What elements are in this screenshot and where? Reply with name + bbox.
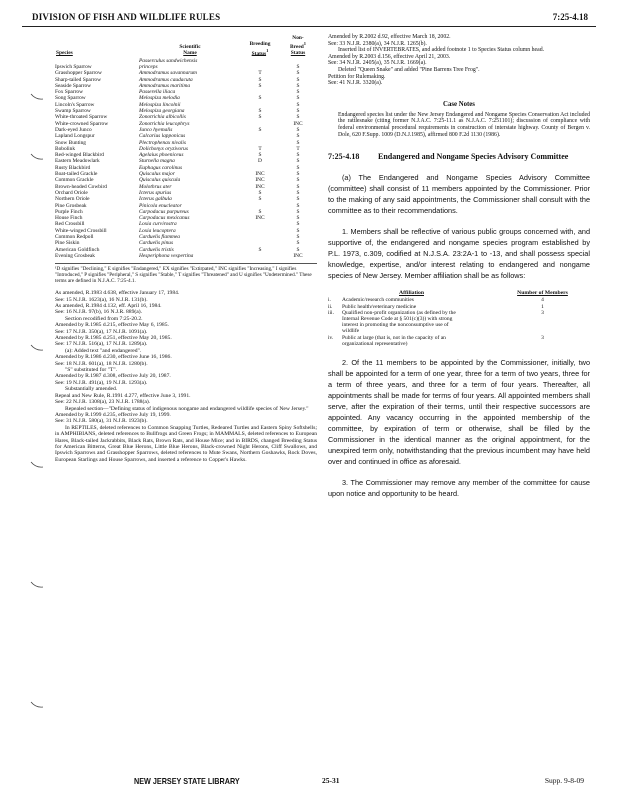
history-note: Deleted "Queen Snake" and added "Pine Barrens Tree Frog". — [338, 66, 480, 73]
history-note: Repeal and New Rule, R.1991 d.277, effective June 3, 1991. — [55, 392, 191, 399]
margin-mark — [30, 580, 44, 590]
right-column — [328, 34, 590, 499]
scientific-name: Passerella iliaca — [139, 89, 176, 96]
breeding-status: S — [258, 208, 262, 215]
history-note: Amended by R.1986 d.230, effective June 16, 1986. — [55, 354, 172, 361]
species-name: Sharp-tailed Sparrow — [55, 76, 101, 83]
history-note: See: 33 N.J.R. 2380(a), 34 N.J.R. 1265(b). — [328, 40, 427, 47]
nonbreeding-status: S — [296, 246, 300, 253]
scientific-name: princeps — [139, 63, 158, 70]
affiliation-text: Public health/veterinary medicine — [342, 303, 417, 310]
nonbreeding-status: S — [296, 101, 300, 108]
species-name: Common Redpoll — [55, 234, 94, 240]
aff-head-number: Number of Members — [517, 290, 568, 297]
section-body-continued — [328, 357, 590, 499]
species-name: House Finch — [55, 215, 83, 222]
page-footer — [22, 776, 596, 788]
nonbreeding-status: S — [296, 108, 300, 115]
affiliation-row — [328, 335, 590, 347]
scientific-name: Quiscalus major — [139, 171, 175, 178]
col-head-breeding-status: Breeding Status$^1$ — [249, 41, 271, 57]
scientific-name: Pinicola enucleator — [139, 202, 182, 209]
history-note: See: 15 N.J.R. 1623(a), 16 N.J.R. 131(b). — [55, 296, 148, 303]
scientific-name: Quiscalus quiscula — [139, 177, 181, 184]
history-note: Inserted list of INVERTEBRATES, and added footnote 1 to Species Status column head. — [338, 47, 545, 54]
species-name: Snow Bunting — [55, 139, 87, 146]
history-note: Amended by R.2002 d.92, effective March 18, 2002. — [328, 34, 451, 40]
affiliation-number: iv. — [328, 334, 334, 341]
species-name: Bobolink — [55, 145, 76, 152]
species-name: Pine Grosbeak — [55, 202, 87, 209]
affiliation-number: ii. — [328, 303, 333, 310]
paragraph-a: (a) The Endangered and Nongame Species Advisory Committee (committee) shall consist of 11 members appointed by the Commissioner. Prior to the making of any said appointments, the Commissioner shall consult with the committee as to their recommendations. — [328, 173, 590, 216]
history-note: See: 16 N.J.R. 97(b), 16 N.J.R. 889(a). — [55, 309, 143, 316]
affiliation-text: Qualified non-profit organization (as defined by the Internal Revenue Code at § 501(c)(3)) with strong interest in promoting the nonconsumptive use of wildlife — [342, 309, 456, 335]
history-note: See: 17 N.J.R. 350(a), 17 N.J.R. 1091(a). — [55, 328, 148, 335]
running-header — [22, 10, 596, 27]
nonbreeding-status: S — [296, 234, 300, 240]
scientific-name: Carduelis flammea — [139, 234, 180, 240]
library-stamp: NEW JERSEY STATE LIBRARY — [134, 776, 240, 786]
nonbreeding-status: S — [296, 89, 300, 96]
breeding-status: S — [258, 82, 262, 89]
section-title: Endangered and Nongame Species Advisory Committee — [378, 152, 569, 162]
nonbreeding-status: S — [296, 202, 300, 209]
history-note: Amended by R.1987 d.308, effective July 20, 1987. — [55, 373, 171, 380]
species-name: Dark-eyed Junco — [55, 126, 92, 133]
species-name: Rusty Blackbird — [55, 164, 91, 171]
species-name: Boat-tailed Grackle — [55, 171, 98, 178]
scientific-name: Melospiza lincolnii — [139, 101, 181, 108]
scientific-name: Dolichonyx oryzivorus — [139, 145, 188, 152]
nonbreeding-status: S — [296, 126, 300, 133]
affiliation-count: 1 — [541, 303, 544, 310]
nonbreeding-status: S — [296, 208, 300, 215]
nonbreeding-status: S — [296, 63, 300, 70]
scientific-name: Zonotrichia leucophrys — [139, 120, 190, 127]
species-name: Ipswich Sparrow — [55, 63, 92, 70]
page-number: 25-31 — [322, 776, 340, 785]
species-name: Pine Siskin — [55, 240, 80, 247]
species-name: Red Crossbill — [55, 221, 85, 228]
scientific-name: Carpodacus purpureus — [139, 208, 189, 215]
breeding-status: T — [258, 70, 262, 77]
nonbreeding-status: S — [296, 196, 300, 203]
margin-mark — [30, 92, 44, 102]
nonbreeding-status: S — [296, 70, 300, 77]
species-name: White-crowned Sparrow — [55, 120, 109, 127]
scientific-name: Euphagus carolinus — [139, 164, 183, 171]
scientific-name: Agelaius phoeniceus — [139, 152, 184, 159]
species-name: Song Sparrow — [55, 95, 86, 102]
margin-mark — [30, 700, 44, 710]
scientific-name: Hesperiphona vespertina — [139, 252, 194, 259]
nonbreeding-status: S — [296, 158, 300, 165]
header-title: DIVISION OF FISH AND WILDLIFE RULES — [32, 12, 221, 22]
species-status-table — [55, 34, 317, 259]
species-name: Red-winged Blackbird — [55, 152, 104, 159]
scientific-name: Carpodacus mexicanus — [139, 215, 190, 222]
section-heading — [328, 152, 590, 162]
paragraph-1: 1. Members shall be reflective of various public groups concerned with, and supportive of, the endangered and nongame species program established by P.L. 1973, c.309, codified at N.J.S.A. 23:2A-1 to -13, and shall possess special knowledge, expertise, and/or interest relating to endangered and nongame species of New Jersey. Member affiliation shall be as follows: — [328, 227, 590, 281]
history-note: See: 31 N.J.R. 580(a), 31 N.J.R. 1923(b). — [55, 418, 148, 425]
history-note: "S" substituted for "T". — [65, 367, 118, 374]
case-notes-text: Endangered species list under the New Jersey Endangered and Nongame Species Conservation Act included the rattlesnake (citing former N.J.A.C. 7:25-11.1 as N.J.A.C. 7:251101); discussion of compliance with federal environmental procedural requirements in construction of interstate highway. County of Bergen v. Dole, 620 F.Supp. 1009 (D.N.J.1985), affirmed 800 F.2d 1130 (1986). — [338, 111, 590, 138]
species-name: White-winged Crossbill — [55, 227, 107, 234]
species-name: Grasshopper Sparrow — [55, 70, 102, 77]
aff-head-affiliation: Affiliation — [399, 290, 424, 297]
history-note: As amended, R.1984 d.132, eff. April 16, 1984. — [55, 303, 162, 309]
breeding-status: D — [258, 158, 262, 165]
col-head-scientific-name: Scientific Name — [179, 44, 201, 57]
supplement-date: Supp. 9-8-09 — [544, 776, 584, 785]
nonbreeding-status: INC — [293, 252, 303, 259]
breeding-status: INC — [255, 215, 265, 222]
breeding-status: S — [258, 108, 262, 115]
history-note: In REPTILES, deleted references to Common Snapping Turtles, Redeared Turtles and Eastern Spiny Softshells; in AMPHIBIANS, deleted references to Bullfrogs and Green Frogs; in MAMMALS, deleted references to European Hares, Black-tailed Jackrabbits, Black Rats, Brown Rats, and House Mice; and in BIRDS, changed Breeding Status for American Bitterns, Great Blue Herons, Little Blue Herons, Black-crowned Night Herons, Cliff Swallows, and Ipswich Sparrows and Grasshopper Sparrows, deleted references to Mute Swans, Northern Goshawks, Rock Doves, European Starlings and House Sparrows, and inserted a reference to Copper's Hawks. — [55, 424, 317, 463]
col-head-species: Species — [56, 50, 73, 57]
scientific-name: Sturnella magna — [139, 158, 175, 165]
species-name: Seaside Sparrow — [55, 82, 92, 89]
history-note: See: 41 N.J.R. 3320(a). — [328, 80, 383, 87]
species-name: Common Grackle — [55, 177, 94, 184]
margin-mark — [30, 343, 44, 353]
breeding-status: S — [258, 246, 262, 253]
history-note: See: 19 N.J.R. 491(a), 19 N.J.R. 1293(a). — [55, 379, 148, 386]
nonbreeding-status: S — [296, 139, 300, 146]
affiliation-table — [328, 289, 590, 347]
history-note: Section recodified from 7:25-20.2. — [65, 315, 143, 322]
section-number: 7:25-4.18 — [328, 152, 360, 162]
nonbreeding-status: S — [296, 177, 300, 184]
paragraph-3: 3. The Commissioner may remove any member of the committee for cause upon notice and opportunity to be heard. — [328, 477, 590, 498]
breeding-status: S — [258, 152, 262, 159]
header-section-number: 7:25-4.18 — [552, 12, 588, 22]
history-note: See: 22 N.J.R. 1308(a), 23 N.J.R. 1788(a). — [55, 399, 151, 406]
breeding-status: INC — [255, 171, 265, 178]
nonbreeding-status: S — [296, 171, 300, 178]
species-name: Purple Finch — [55, 208, 83, 215]
scientific-name: Molothrus ater — [139, 183, 172, 190]
breeding-status: S — [258, 189, 262, 196]
affiliation-row — [328, 310, 590, 335]
breeding-status: INC — [255, 183, 265, 190]
scientific-name: Loxia curvirostra — [139, 221, 177, 228]
species-name: Lapland Longspur — [55, 133, 95, 140]
species-name: Lincoln's Sparrow — [55, 101, 95, 108]
left-column — [55, 34, 317, 463]
nonbreeding-status: S — [296, 164, 300, 171]
affiliation-count: 3 — [541, 309, 544, 316]
scientific-name: Icterus galbula — [139, 196, 172, 203]
nonbreeding-status: S — [296, 240, 300, 247]
section-body — [328, 172, 590, 281]
nonbreeding-status: S — [296, 152, 300, 159]
history-note: Amended by R.1999 d.235, effective July 19, 1999. — [55, 411, 171, 418]
affiliation-count: 3 — [541, 334, 544, 341]
margin-mark — [30, 152, 44, 162]
species-name: Fox Sparrow — [55, 89, 84, 96]
nonbreeding-status: S — [296, 215, 300, 222]
nonbreeding-status: S — [296, 76, 300, 83]
case-notes-heading: Case Notes — [443, 100, 475, 108]
species-name: Evening Grosbeak — [55, 252, 95, 259]
scientific-name: Carduelis pinus — [139, 240, 174, 247]
scientific-name: Icterus spurius — [139, 189, 172, 196]
paragraph-2: 2. Of the 11 members to be appointed by the Commissioner, initially, two shall be appointed for a term of one year, three for a term of two years, three for a term of three years, and three for a term of four years. Thereafter, all appointments shall be made for terms of four years. All appointed members shall serve, after the expiration of their terms, until their respective successors are appointed. Any vacancy occurring in the appointed membership of the committee, by expiration of term or otherwise, shall be filled by the Commissioner in the identical manner as the original appointment, for the unexpired term only, notwithstanding that the previous incumbent may have held over and continued in office as aforesaid. — [328, 357, 590, 466]
table-row — [55, 253, 317, 259]
scientific-name: Ammodramus savannarum — [139, 70, 197, 77]
breeding-status: S — [258, 95, 262, 102]
scientific-name: Melospiza melodia — [139, 95, 180, 102]
scientific-name: Zonotrichia albicollis — [139, 114, 186, 121]
breeding-status — [241, 253, 279, 259]
nonbreeding-status: S — [296, 227, 300, 234]
scientific-name: Loxia leucoptera — [139, 227, 176, 234]
history-note: See: 18 N.J.R. 601(a), 18 N.J.R. 1280(b). — [55, 360, 148, 367]
nonbreeding-status: S — [296, 82, 300, 89]
species-name: American Goldfinch — [55, 246, 100, 253]
scientific-name: Plectrophenax nivalis — [139, 139, 186, 146]
scientific-name: Carduelis tristis — [139, 246, 174, 253]
nonbreeding-status: S — [296, 95, 300, 102]
scientific-name: Ammodramus maritima — [139, 82, 191, 89]
history-note: Petition for Rulemaking. — [328, 73, 386, 80]
affiliation-number: i. — [328, 297, 331, 304]
affiliation-number: iii. — [328, 309, 334, 316]
affiliation-rows — [328, 297, 590, 347]
breeding-status: S — [258, 76, 262, 83]
history-note: (a): Added text "and endangered". — [65, 347, 142, 354]
history-notes-right — [328, 34, 590, 87]
nonbreeding-status: S — [296, 221, 300, 228]
history-note: See: 34 N.J.R. 2405(a), 35 N.J.R. 1669(a). — [328, 60, 427, 67]
breeding-status: INC — [255, 177, 265, 184]
scientific-name: Junco hyemalis — [139, 126, 173, 133]
species-name: Orchard Oriole — [55, 189, 88, 196]
breeding-status: S — [258, 114, 262, 121]
breeding-status: S — [258, 126, 262, 133]
breeding-status: S — [258, 196, 262, 203]
scientific-name: Calcarius lapponicus — [139, 133, 186, 140]
nonbreeding-status: INC — [293, 120, 303, 127]
affiliation-text: Academic/research communities — [342, 297, 414, 304]
history-notes-left — [55, 290, 317, 463]
affiliation-cell — [328, 310, 495, 335]
species-name: Brown-headed Cowbird — [55, 183, 107, 190]
scientific-name: Melospiza georgiana — [139, 108, 185, 115]
scientific-name: Ammodramus caudacuta — [139, 76, 193, 83]
breeding-status: T — [258, 145, 262, 152]
history-note: Substantially amended. — [65, 386, 118, 393]
history-note: See: 17 N.J.R. 516(a), 17 N.J.R. 1289(a). — [55, 341, 148, 348]
nonbreeding-status: S — [296, 114, 300, 121]
nonbreeding-status: T — [296, 145, 300, 152]
affiliation-text: Public at large (that is, not in the capacity of an organizational representative) — [342, 334, 446, 347]
species-name: Northern Oriole — [55, 196, 90, 203]
margin-mark — [30, 460, 44, 470]
history-note: Amended by R.1985 d.251, effective May 20, 1985. — [55, 335, 172, 342]
table-footnote: ¹D signifies "Declining," E signifies "Endangered," EX signifies "Extirpated," INC signifies "Increasing," I signifies "Introduced," P signifies "Peripheral," S signifies "Stable," T signifies "Threatened" and U signifies "Undetermined." These terms are defined in N.J.A.C. 7:25-4.1. — [55, 263, 317, 284]
affiliation-count: 4 — [541, 297, 544, 304]
species-name: Eastern Meadowlark — [55, 158, 100, 165]
species-rows — [55, 58, 317, 260]
history-note: Amended by R.2003 d.156, effective April 21, 2003. — [328, 53, 451, 60]
nonbreeding-status: S — [296, 133, 300, 140]
nonbreeding-status: S — [296, 183, 300, 190]
affiliation-cell — [328, 335, 495, 347]
species-name: Swamp Sparrow — [55, 108, 91, 115]
history-note: Repealed section—"Defining status of indigenous nongame and endangered wildlife species of New Jersey." — [65, 405, 309, 412]
col-head-nonbreeding-status: Non- Breed$^1$ Status — [290, 35, 306, 57]
history-note: As amended, R.1983 d.638, effective January 17, 1984. — [55, 290, 180, 297]
history-note: Amended by R.1985 d.215, effective May 6, 1985. — [55, 322, 169, 329]
species-name: White-throated Sparrow — [55, 114, 108, 121]
scientific-name: Passerculus sandwichensis — [139, 57, 198, 64]
nonbreeding-status: S — [296, 189, 300, 196]
